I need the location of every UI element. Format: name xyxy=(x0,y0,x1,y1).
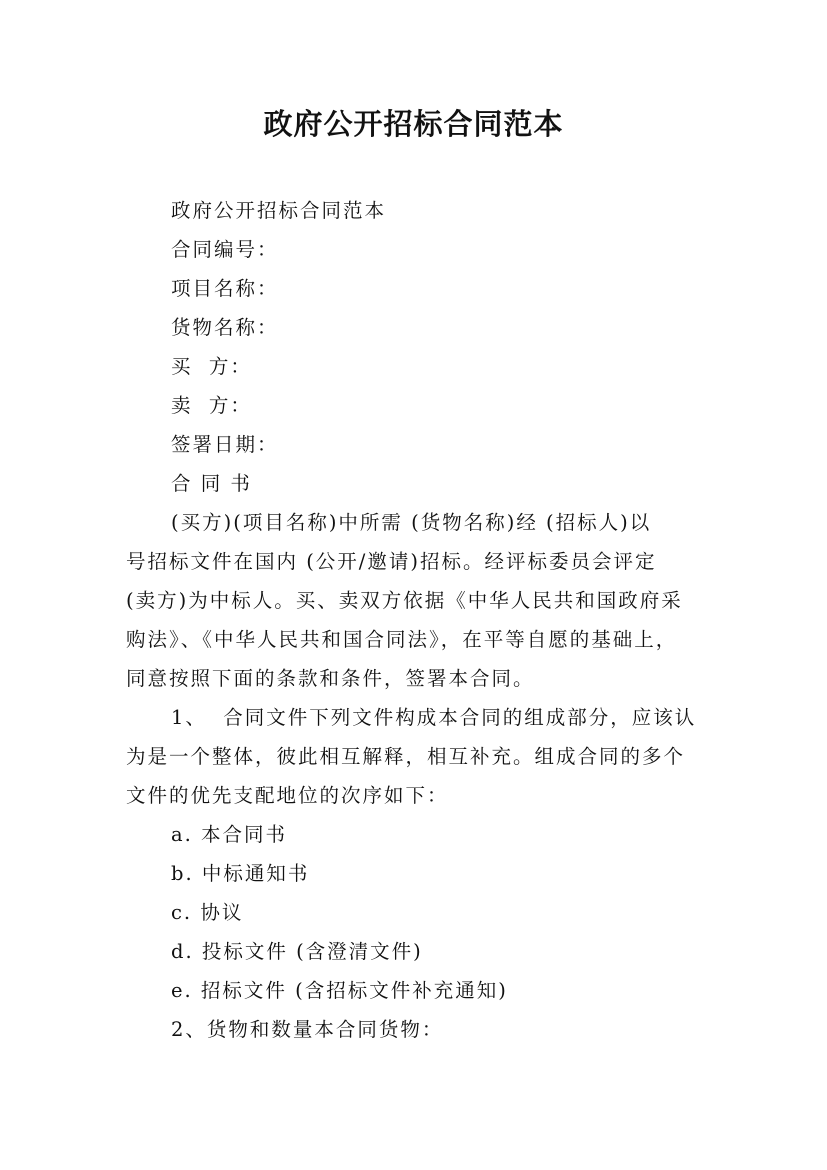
document-body xyxy=(126,191,706,1049)
paragraph-line: 同意按照下面的条款和条件，签署本合同。 xyxy=(126,667,535,690)
goods-name-line: 货物名称： xyxy=(171,316,279,339)
list-item: b. 中标通知书 xyxy=(171,862,310,885)
list-item: e. 招标文件 (含招标文件补充通知) xyxy=(171,979,508,1002)
paragraph-line: (卖方)为中标人。买、卖双方依据《中华人民共和国政府采 xyxy=(126,589,683,612)
paragraph-line: 购法》、《中华人民共和国合同法》，在平等自愿的基础上， xyxy=(126,628,678,651)
paragraph-line: (买方)(项目名称)中所需 (货物名称)经 (招标人)以 xyxy=(171,511,652,534)
document-title: 政府公开招标合同范本 xyxy=(263,107,564,141)
paragraph-line: 为是一个整体，彼此相互解释，相互补充。组成合同的多个 xyxy=(126,745,686,768)
paragraph-line: 1、 合同文件下列文件构成本合同的组成部分，应该认 xyxy=(171,706,697,729)
seller-line: 卖 方： xyxy=(171,394,252,417)
list-item: c. 协议 xyxy=(171,901,244,924)
project-name-line: 项目名称： xyxy=(171,277,279,300)
contract-book-heading: 合 同 书 xyxy=(171,472,252,495)
intro-paragraph xyxy=(126,503,706,698)
clause-1-paragraph xyxy=(126,698,706,815)
subtitle-line: 政府公开招标合同范本 xyxy=(171,199,387,222)
paragraph-line: 文件的优先支配地位的次序如下： xyxy=(126,784,449,807)
buyer-line: 买 方： xyxy=(171,355,252,378)
contract-number-line: 合同编号： xyxy=(171,238,279,261)
list-item: d. 投标文件 (含澄清文件) xyxy=(171,940,423,963)
sign-date-line: 签署日期： xyxy=(171,433,279,456)
list-item: a. 本合同书 xyxy=(171,823,288,846)
paragraph-line: 号招标文件在国内 (公开/邀请)招标。经评标委员会评定 xyxy=(126,550,657,573)
clause-2-line: 2、货物和数量本合同货物： xyxy=(171,1018,444,1041)
document-list xyxy=(126,815,706,1010)
